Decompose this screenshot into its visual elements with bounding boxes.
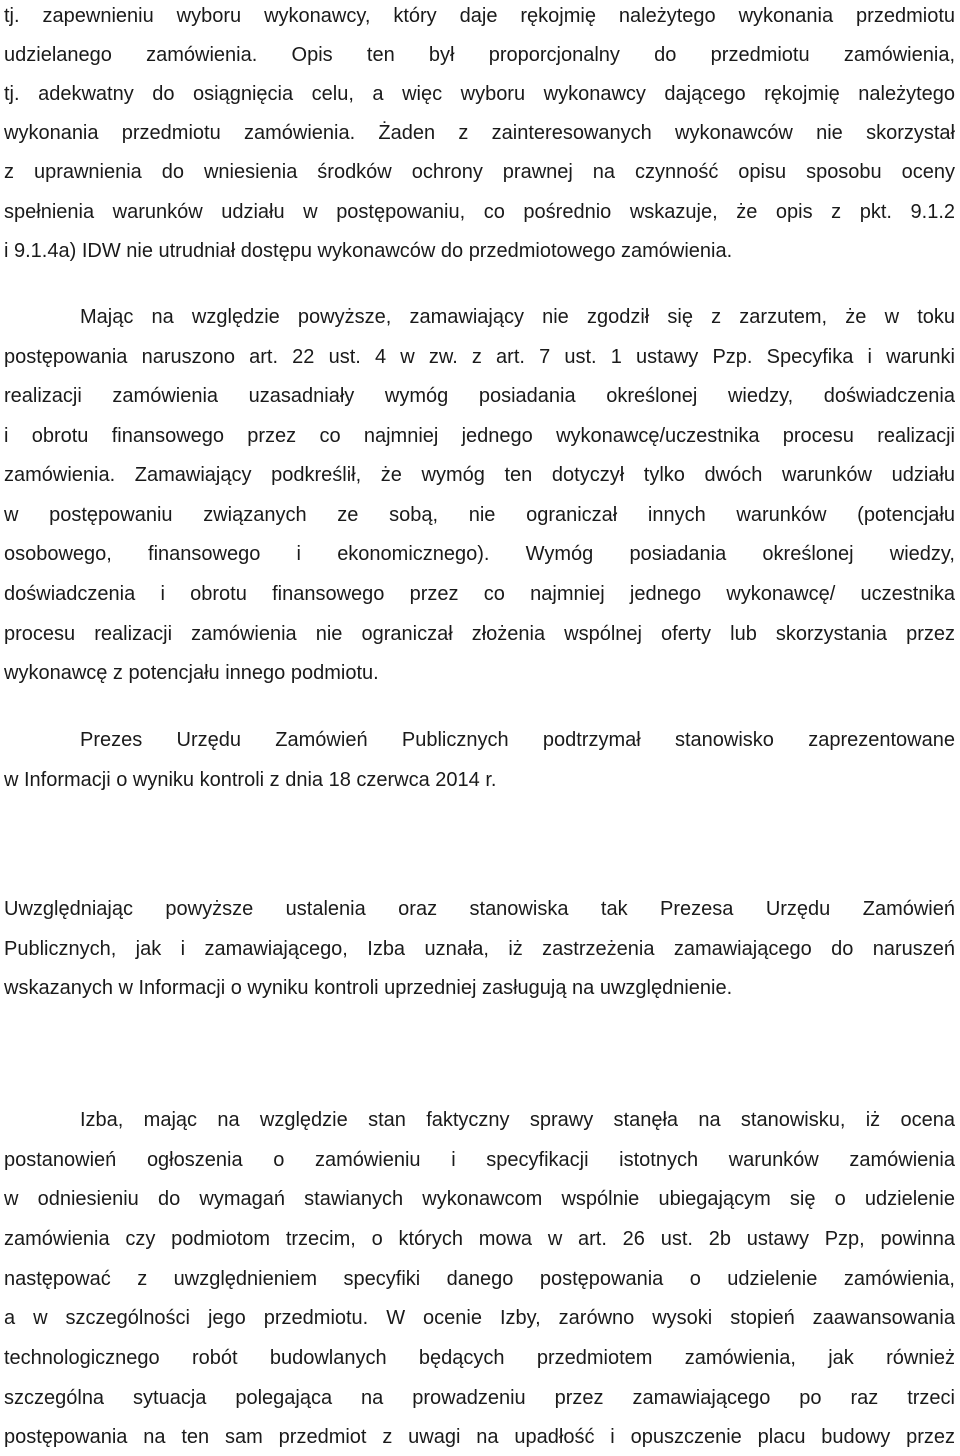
text-line: technologicznego robót budowlanych będących przedmiotem zamówienia, jak również bbox=[4, 1347, 955, 1369]
text-line: a w szczególności jego przedmiotu. W ocenie Izby, zarówno wysoki stopień zaawansowania bbox=[4, 1307, 955, 1329]
text-line: i obrotu finansowego przez co najmniej jednego wykonawcę/uczestnika procesu realizacji bbox=[4, 425, 955, 447]
text-line: tj. adekwatny do osiągnięcia celu, a więc wyboru wykonawcy dającego rękojmię należytego bbox=[4, 83, 955, 105]
text-line: Izba, mając na względzie stan faktyczny sprawy stanęła na stanowisku, iż ocena bbox=[80, 1109, 955, 1131]
text-line: w postępowaniu związanych ze sobą, nie ograniczał innych warunków (potencjału bbox=[4, 504, 955, 526]
text-line: doświadczenia i obrotu finansowego przez co najmniej jednego wykonawcę/ uczestnika bbox=[4, 583, 955, 605]
text-line: postępowania naruszono art. 22 ust. 4 w zw. z art. 7 ust. 1 ustawy Pzp. Specyfika i warunki bbox=[4, 346, 955, 368]
text-line: z uprawnienia do wniesienia środków ochrony prawnej na czynność opisu sposobu oceny bbox=[4, 161, 955, 183]
text-line: w Informacji o wyniku kontroli z dnia 18 czerwca 2014 r. bbox=[4, 769, 497, 791]
text-line: postępowania na ten sam przedmiot z uwagi na upadłość i opuszczenie placu budowy przez bbox=[4, 1426, 955, 1448]
text-line: spełnienia warunków udziału w postępowaniu, co pośrednio wskazuje, że opis z pkt. 9.1.2 bbox=[4, 201, 955, 223]
text-line: osobowego, finansowego i ekonomicznego). Wymóg posiadania określonej wiedzy, bbox=[4, 543, 955, 565]
text-line: szczególna sytuacja polegająca na prowadzeniu przez zamawiającego po raz trzeci bbox=[4, 1387, 955, 1409]
text-line: zamówienia czy podmiotom trzecim, o których mowa w art. 26 ust. 2b ustawy Pzp, powinna bbox=[4, 1228, 955, 1250]
text-line: tj. zapewnieniu wyboru wykonawcy, który daje rękojmię należytego wykonania przedmiotu bbox=[4, 5, 955, 27]
text-line: zamówienia. Zamawiający podkreślił, że wymóg ten dotyczył tylko dwóch warunków udziału bbox=[4, 464, 955, 486]
text-line: w odniesieniu do wymagań stawianych wykonawcom wspólnie ubiegającym się o udzielenie bbox=[4, 1188, 955, 1210]
text-line: realizacji zamówienia uzasadniały wymóg posiadania określonej wiedzy, doświadczenia bbox=[4, 385, 955, 407]
text-line: następować z uwzględnieniem specyfiki danego postępowania o udzielenie zamówienia, bbox=[4, 1268, 955, 1290]
text-line: wykonawcę z potencjału innego podmiotu. bbox=[4, 662, 379, 684]
text-line: Publicznych, jak i zamawiającego, Izba uznała, iż zastrzeżenia zamawiającego do naruszeń bbox=[4, 938, 955, 960]
text-line: Prezes Urzędu Zamówień Publicznych podtrzymał stanowisko zaprezentowane bbox=[80, 729, 955, 751]
text-line: wykonania przedmiotu zamówienia. Żaden z zainteresowanych wykonawców nie skorzystał bbox=[4, 122, 955, 144]
text-line: udzielanego zamówienia. Opis ten był proporcjonalny do przedmiotu zamówienia, bbox=[4, 44, 955, 66]
text-line: postanowień ogłoszenia o zamówieniu i specyfikacji istotnych warunków zamówienia bbox=[4, 1149, 955, 1171]
text-line: i 9.1.4a) IDW nie utrudniał dostępu wykonawców do przedmiotowego zamówienia. bbox=[4, 240, 733, 262]
text-line: wskazanych w Informacji o wyniku kontroli uprzedniej zasługują na uwzględnienie. bbox=[4, 977, 733, 999]
text-line: procesu realizacji zamówienia nie ograniczał złożenia wspólnej oferty lub skorzystania przez bbox=[4, 623, 955, 645]
text-line: Mając na względzie powyższe, zamawiający nie zgodził się z zarzutem, że w toku bbox=[80, 306, 955, 328]
text-line: Uwzględniając powyższe ustalenia oraz stanowiska tak Prezesa Urzędu Zamówień bbox=[4, 898, 955, 920]
